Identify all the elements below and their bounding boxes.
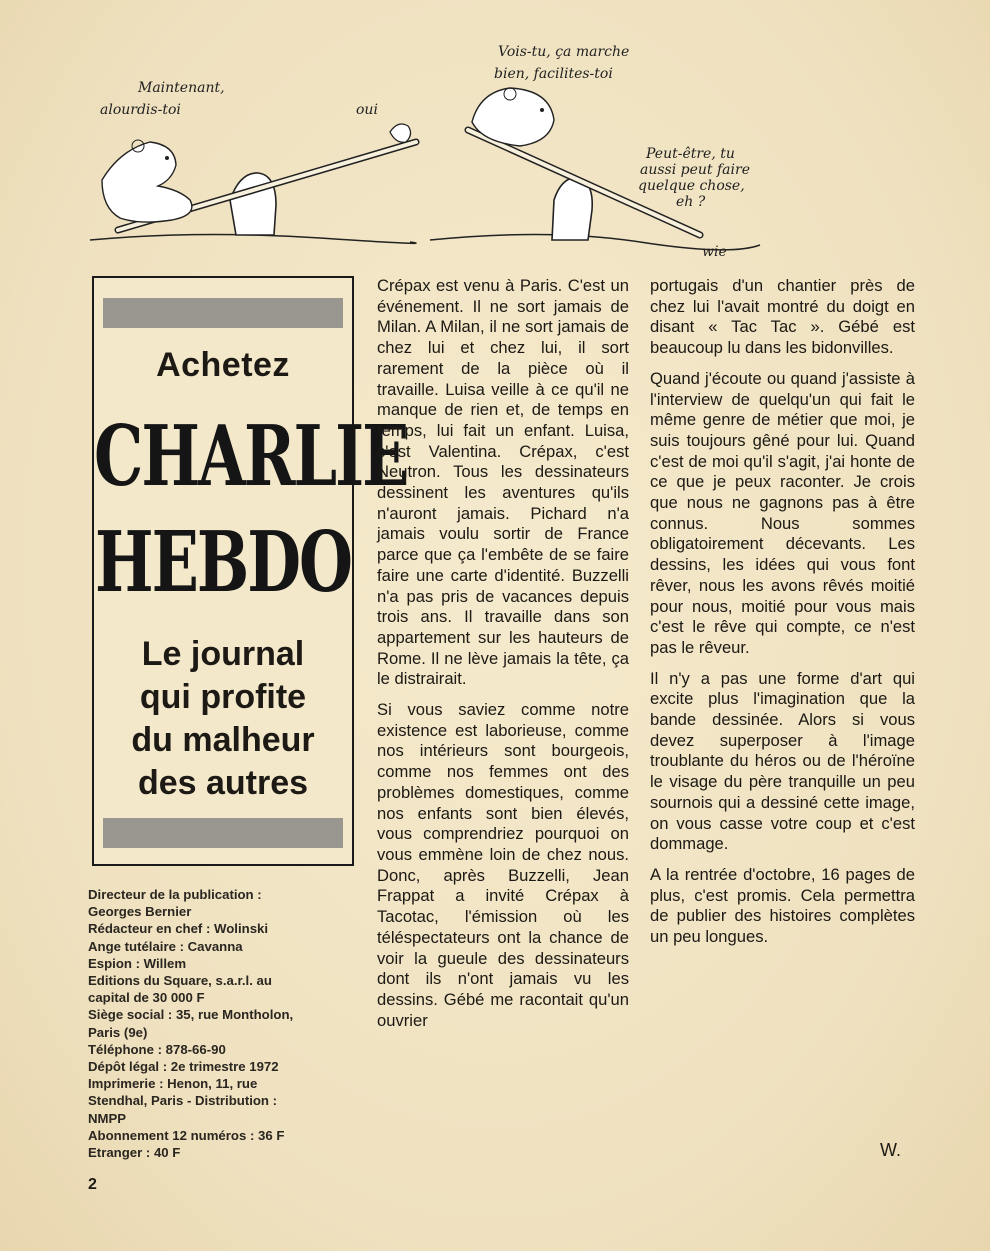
speech-peut-etre-2: aussi peut faire bbox=[640, 162, 750, 178]
colophon-line: Imprimerie : Henon, 11, rue bbox=[88, 1076, 258, 1092]
colophon-line: NMPP bbox=[88, 1110, 127, 1126]
colophon-line: Téléphone : 878-66-90 bbox=[88, 1041, 226, 1057]
ad-slogan-line: Le journal bbox=[141, 635, 305, 673]
ad-bottom-bar bbox=[103, 818, 343, 848]
ad-slogan-line: du malheur bbox=[131, 721, 315, 759]
colophon bbox=[88, 886, 352, 1161]
colophon-line: Stendhal, Paris - Distribution : bbox=[88, 1093, 278, 1109]
colophon-line: Editions du Square, s.a.r.l. au bbox=[88, 973, 272, 989]
speech-oui: oui bbox=[356, 102, 378, 118]
article-paragraph: Il n'y a pas une forme d'art qui excite plus l'imagination que la bande dessinée. Alors si vous devez superposer à l'image troublante du héros ou de l'héroïne le visage du père tranquille un peu sournois qui a dessiné cette image, on vous casse votre coup et c'est dommage. bbox=[650, 668, 915, 854]
colophon-line: Espion : Willem bbox=[88, 955, 187, 971]
colophon-line: Abonnement 12 numéros : 36 F bbox=[88, 1127, 285, 1143]
article-column-2 bbox=[650, 276, 915, 958]
colophon-line: Rédacteur en chef : Wolinski bbox=[88, 921, 269, 937]
page-number: 2 bbox=[88, 1176, 97, 1193]
article-paragraph: Crépax est venu à Paris. C'est un événement. Il ne sort jamais de Milan. A Milan, il ne sort jamais de chez lui et chez lui, il sort rarement de la pièce où il travaille. Luisa veille à ce qu'il ne manque de rien et, de temps en temps, lui fait un enfant. Luisa, c'est Valentina. Crépax, c'est Neutron. Tous les dessinateurs dessinent les aventures qu'ils n'auront jamais. Pichard n'a jamais voulu sortir de France parce que ça l'embête de se faire faire une carte d'identité. Buzzelli n'a pas pris de vacances depuis trois ans. Il travaille dans son appartement sur les hauteurs de Rome. Il ne lève jamais la tête, ça le distrairait. bbox=[377, 276, 629, 689]
cartoonist-signature: wie bbox=[702, 244, 727, 260]
ad-slogan bbox=[94, 633, 352, 805]
ad-slogan-line: qui profite bbox=[139, 678, 307, 716]
charlie-hebdo-ad bbox=[92, 276, 408, 866]
article-paragraph: portugais d'un chantier près de chez lui l'avait montré du doigt en disant « Tac Tac ». Gébé est beaucoup lu dans les bidonvilles. bbox=[650, 276, 915, 358]
speech-peut-etre-1: Peut-être, tu bbox=[646, 146, 735, 162]
ad-title-hebdo: HEBDO bbox=[94, 512, 351, 612]
colophon-line: capital de 30 000 F bbox=[88, 990, 205, 1006]
speech-maintenant: Maintenant, bbox=[138, 80, 225, 96]
article-signature: W. bbox=[880, 1140, 901, 1160]
colophon-line: Directeur de la publication : bbox=[88, 887, 262, 902]
colophon-line: Etranger : 40 F bbox=[88, 1145, 181, 1161]
ad-top-bar bbox=[103, 298, 343, 328]
article-paragraph: A la rentrée d'octobre, 16 pages de plus, c'est promis. Cela permettra de publier des histoires complètes un peu longues. bbox=[650, 864, 915, 947]
speech-vois-tu: Vois-tu, ça marche bbox=[498, 44, 630, 60]
speech-alourdis: alourdis-toi bbox=[100, 102, 181, 118]
colophon-line: Siège social : 35, rue Montholon, bbox=[88, 1007, 294, 1023]
speech-bien: bien, facilites-toi bbox=[494, 66, 613, 82]
colophon-line: Georges Bernier bbox=[88, 904, 192, 920]
article-paragraph: Quand j'écoute ou quand j'assiste à l'interview de quelqu'un qui fait le même genre de métier que moi, je suis toujours gêné pour lui. Quand c'est de moi qu'il s'agit, j'ai honte de ce que je peux raconter. Je crois que nous ne gagnons pas à être connus. Nous sommes obligatoirement décevants. Les dessins, les idées qui vous font rêver, nous les avons rêvés moitié pour nous, moitié pour vous mais c'est le rêve qui compte, ce n'est pas le rêveur. bbox=[650, 368, 915, 657]
colophon-line: Paris (9e) bbox=[88, 1024, 148, 1040]
colophon-line: Ange tutélaire : Cavanna bbox=[88, 938, 243, 954]
ad-achetez: Achetez bbox=[156, 346, 290, 384]
speech-peut-etre-3: quelque chose, bbox=[638, 178, 745, 194]
colophon-line: Dépôt légal : 2e trimestre 1972 bbox=[88, 1059, 279, 1075]
seesaw-cartoon bbox=[80, 30, 780, 280]
ad-title-charlie: CHARLIE bbox=[94, 406, 408, 506]
article-paragraph: Si vous saviez comme notre existence est laborieuse, comme nos intérieurs sont bourgeois, comme nos femmes ont des problèmes domestiques, comme nos enfants sont bien élevés, vous comprendriez pourquoi on vous emmène loin de chez nous. Donc, après Buzzelli, Jean Frappat a invité Crépax à Tacotac, l'émission où les téléspectateurs ont la chance de voir la gueule des dessinateurs dont ils n'ont jamais vu les dessins. Gébé me racontait qu'un ouvrier bbox=[377, 700, 629, 1030]
speech-peut-etre-4: eh ? bbox=[676, 194, 706, 210]
article-column-1 bbox=[377, 276, 629, 1041]
ad-slogan-line: des autres bbox=[137, 764, 309, 802]
